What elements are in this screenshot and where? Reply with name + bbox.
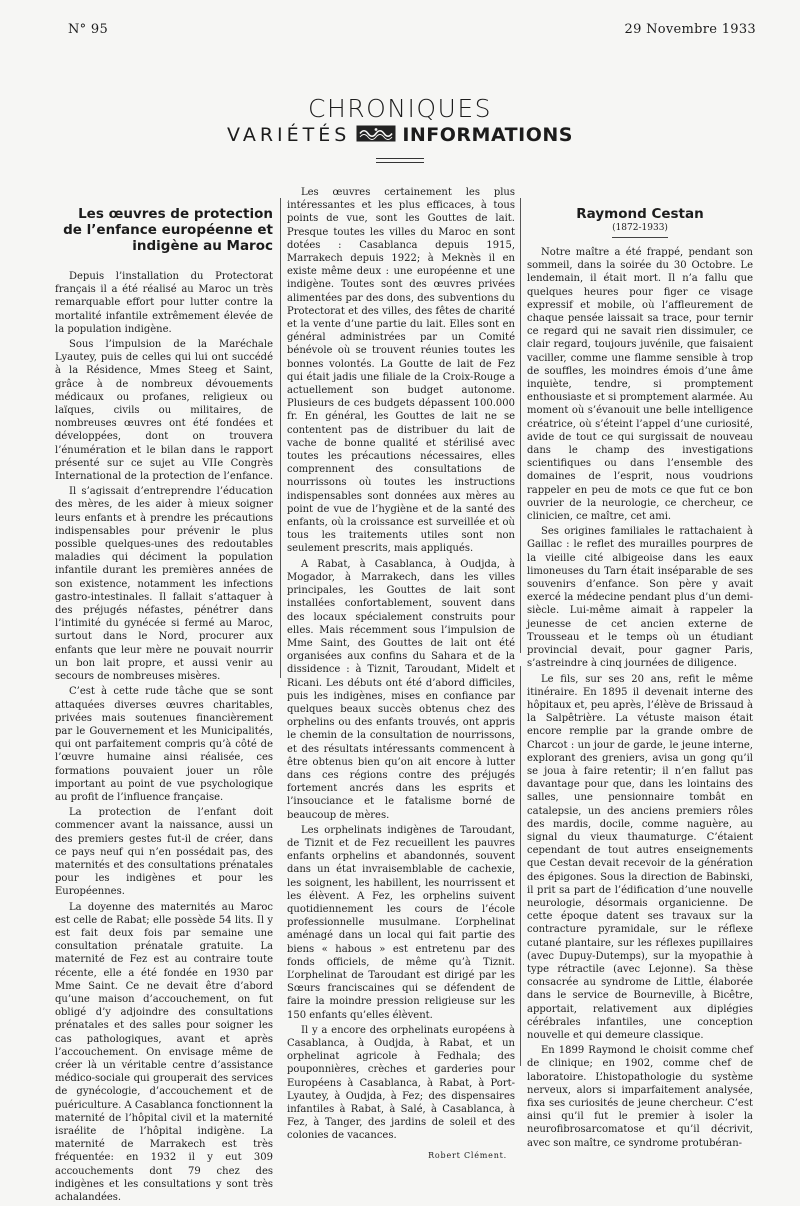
paragraph: La protection de l’enfant doit commencer avant la naissance, aussi un des premiers gestes fut-il de créer, dans ce pays neuf qui n’en possédait pas, des maternités et des consultations prénatales pour les indigènes et pour les Européennes. [55,807,273,898]
issue-date: 29 Novembre 1933 [624,22,756,37]
article2-title: Raymond Cestan [576,206,704,222]
paragraph: Le fils, sur ses 20 ans, refit le même itinéraire. En 1895 il devenait interne des hôpitaux et, peu après, l’élève de Brissaud à la Salpêtrière. La vétuste maison était encore remplie par la grande ombre de Charcot : un jour de garde, le jeune interne, explorant des greniers, avisa un gong qu’il se joua à faire retentir; il n’en fallut pas davantage pour que, dans les lointains des salles, une pensionnaire tombât en catalepsie, un des anciens premiers rôles des mardis, docile, comme naguère, au signal du vieux thaumaturge. C’étaient cependant de tout autres enseignements que Cestan devait recevoir de la génération des épigones. Sous la direction de Babinski, il prit sa part de l’édification d’une nouvelle neurologie, désormais organicienne. De cette époque datent ses travaux sur la contracture pyramidale, sur le réflexe cutané plantaire, sur les réflexes pupillaires (avec Dupuy-Dutemps), sur la myopathie à type rétractile (avec Lejonne). Sa thèse consacrée au syndrome de Little, élaborée dans le service de Bourneville, à Bicêtre, apportait, relativement aux diplégies cérébrales infantiles, une conception nouvelle et qui demeure classique. [527,673,753,1041]
short-rule [612,237,668,238]
paragraph: En 1899 Raymond le choisit comme chef de clinique; en 1902, comme chef de laboratoire. L’histopathologie du système nerveux, alors si imparfaitement analysée, fixa ses curiosités de jeune chercheur. C’est ainsi qu’il fut le premier à isoler la neurofibrosarcomatose et qu’il décrivit, avec son maître, ce syndrome protubéran- [527,1045,753,1149]
column-2 [287,186,515,1160]
title-rule [376,158,424,163]
article1-title: Les œuvres de protection de l’enfance européenne et indigène au Maroc [63,206,273,254]
paragraph: Il y a encore des orphelinats européens à Casablanca, à Oudjda, à Rabat, et un orphelinat agricole à Fedhala; des pouponnières, crèches et garderies pour Européens à Casablanca, à Rabat, à Port-Lyautey, à Oudjda, à Fez; des dispensaires infantiles à Rabat, à Salé, à Casablanca, à Fez, à Tanger, des jardins de soleil et des colonies de vacances. [287,1024,515,1142]
section-title: CHRONIQUES [307,94,493,123]
paragraph: C’est à cette rude tâche que se sont attaquées diverses œuvres charitables, privées mais soutenues financièrement par le Gouvernement et les Municipalités, qui ont parfaitement compris qu’à côté de l’œuvre humaine ainsi réalisée, ces formations pouvaient jouer un rôle important au point de vue psychologique au profit de l’influence française. [55,686,273,803]
article2-dates: (1872-1933) [612,223,668,233]
subtitle-left: VARIÉTÉS [227,124,351,146]
subtitle-right: INFORMATIONS [402,124,573,146]
paragraph: Sous l’impulsion de la Maréchale Lyautey, puis de celles qui lui ont succédé à la Résidence, Mmes Steeg et Saint, grâce à de nombreux dévouements médicaux ou profanes, religieux ou laïques, civils ou militaires, de nombreuses œuvres ont été fondées et développées, dont on trouvera l’énumération et le bilan dans le rapport présenté sur ce sujet au VIIe Congrès International de la protection de l’enfance. [55,339,273,483]
paragraph: Les orphelinats indigènes de Taroudant, de Tiznit et de Fez recueillent les pauvres enfants orphelins et abandonnés, souvent dans un état invraisemblable de cachexie, les soignent, les habillent, les nourrissent et les élèvent. A Fez, les orphelins suivent quotidiennement les cours de l’école professionnelle musulmane. L’orphelinat aménagé dans un local qui fait partie des biens « habous » est entretenu par des fonds officiels, de même qu’à Tiznit. L’orphelinat de Taroudant est dirigé par les Sœurs franciscaines qui se défendent de faire la moindre pression religieuse sur les 150 enfants qu’elles élèvent. [287,824,515,1021]
paragraph: A Rabat, à Casablanca, à Oudjda, à Mogador, à Marrakech, dans les villes principales, les Gouttes de lait sont installées confortablement, souvent dans des locaux spécialement construits pour elles. Mais récemment sous l’impulsion de Mme Saint, des Gouttes de lait ont été organisées aux confins du Sahara et de la dissidence : à Tiznit, Taroudant, Midelt et Ricani. Les débuts ont été d’abord difficiles, puis les indigènes, mises en confiance par quelques beaux succès obtenus chez des orphelins ou des enfants trouvés, ont appris le chemin de la consultation de nourrissons, et des résultats intéressants commencent à être obtenus bien qu’on ait encore à lutter dans ces régions contre des préjugés fortement ancrés dans les esprits et l’insouciance et le fatalisme borné de beaucoup de mères. [287,558,515,821]
paragraph: Les œuvres certainement les plus intéressantes et les plus efficaces, à tous points de vue, sont les Gouttes de lait. Presque toutes les villes du Maroc en sont dotées : Casablanca depuis 1915, Marrakech depuis 1922; à Meknès il en existe même deux : une européenne et une indigène. Toutes sont des œuvres privées alimentées par des dons, des subventions du Protectorat et des villes, des fêtes de charité et la vente d’une partie du lait. Elles sont en général administrées par un Comité bénévole où se trouvent réunies toutes les bonnes volontés. La Goutte de lait de Fez qui était jadis une filiale de la Croix-Rouge a actuellement son budget autonome. Plusieurs de ces budgets dépassent 100.000 fr. En général, les Gouttes de lait ne se contentent pas de distribuer du lait de vache de bonne qualité et stérilisé avec toutes les précautions nécessaires, elles comprennent des consultations de nourrissons où toutes les instructions indispensables sont données aux mères au point de vue de l’hygiène et de la santé des enfants, où la croissance est surveillée et où tous les traitements utiles sont non seulement prescrits, mais appliqués. [287,187,515,555]
ornament-icon [356,125,396,142]
issue-number: N° 95 [68,22,109,37]
column-3 [527,206,753,1152]
column-divider [520,666,521,1066]
section-subtitle [0,124,800,146]
paragraph: Ses origines familiales le rattachaient à Gaillac : le reflet des murailles pourpres de la vieille cité albigeoise dans les eaux limoneuses du Tarn était inséparable de ses souvenirs d’enfance. Son père y avait exercé la médecine pendant plus d’un demi-siècle. Lui-même aimait à rappeler la jeunesse de cet ancien externe de Trousseau et le temps où un étudiant provincial devait, pour gagner Paris, s’astreindre à cinq journées de diligence. [527,526,753,670]
paragraph: Notre maître a été frappé, pendant son sommeil, dans la soirée du 30 Octobre. Le lendemain, il était mort. Il n’a fallu que quelques heures pour figer ce visage expressif et mobile, où l’affleurement de chaque pensée laissait sa trace, pour ternir ce regard qui ne savait rien dissimuler, ce clair regard, toujours juvénile, que faisaient vaciller, comme une flamme sensible à trop de souffles, les moindres émois d’une âme inquiète, tendre, si promptement enthousiaste et si promptement alarmée. Au moment où s’évanouit une belle intelligence créatrice, où s’éteint l’appel d’une curiosité, avide de tout ce qui surgissait de nouveau dans le champ des investigations scientifiques ou dans l’ensemble des domaines de l’esprit, nous voudrions rappeler en peu de mots ce que fut ce bon ouvrier de la neurologie, ce chercheur, ce clinicien, ce maître, cet ami. [527,247,753,523]
column-divider [280,198,281,678]
paragraph: Depuis l’installation du Protectorat français il a été réalisé au Maroc un très remarquable effort pour lutter contre la mortalité infantile extrêmement élevée de la population indigène. [55,271,273,335]
column-divider [520,198,521,653]
article1-body [55,270,273,1204]
signature: Robert Clément. [428,1150,507,1160]
column-1 [55,206,273,1206]
paragraph: Il s’agissait d’entreprendre l’éducation des mères, de les aider à mieux soigner leurs enfants et à prendre les précautions indispensables pour prévenir le plus possible quelques-unes des redoutables maladies qui déciment la population infantile durant les premières années de son existence, notamment les infections gastro-intestinales. Il fallait s’attaquer à des préjugés néfastes, pénétrer dans l’intimité du gynécée si fermé au Maroc, surtout dans le Nord, procurer aux enfants que leur mère ne pouvait nourrir un bon lait propre, et aussi venir au secours de nombreuses misères. [55,486,273,683]
paragraph: La doyenne des maternités au Maroc est celle de Rabat; elle possède 54 lits. Il y est fait deux fois par semaine une consultation prénatale gratuite. La maternité de Fez est au contraire toute récente, elle a été fondée en 1930 par Mme Saint. Ce ne devait être d’abord qu’une maison d’accouchement, on fut obligé d’y adjoindre des consultations prénatales et des salles pour soigner les cas pathologiques, avant et après l’accouchement. On envisage même de créer là un véritable centre d’assistance médico-sociale qui grouperait des services de gynécologie, d’accouchement et de puériculture. A Casablanca fonctionnent la maternité de l’hôpital civil et la maternité israélite de l’hôpital indigène. La maternité de Marrakech est très fréquentée: en 1932 il y eut 309 accouchements dont 79 chez des indigènes et les consultations y sont très achalandées. [55,901,273,1204]
